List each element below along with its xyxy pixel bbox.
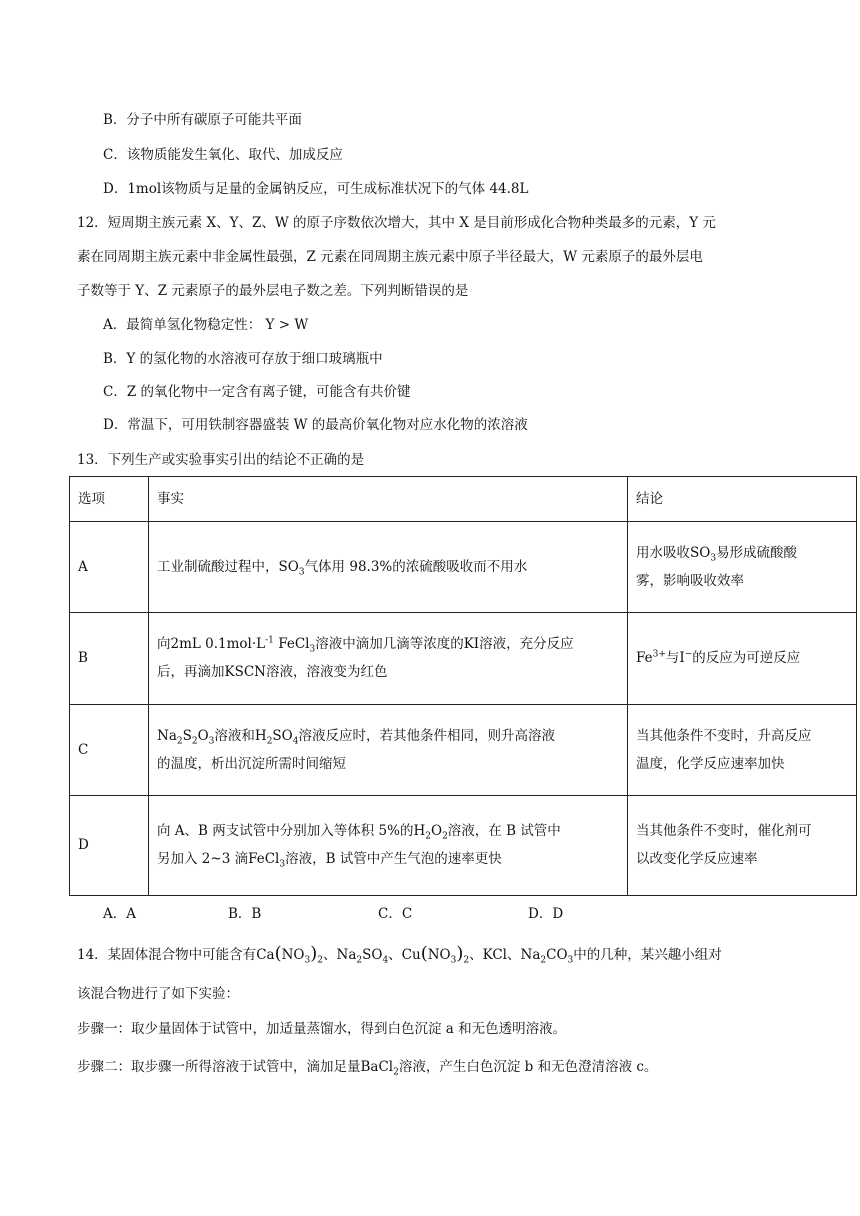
row-d-option: D [70,795,149,895]
q14-stem-line2: 该混合物进行了如下实验： [77,986,239,1002]
q11-option-c: C．该物质能发生氧化、取代、加成反应 [103,147,343,163]
q12-option-d: D．常温下，可用铁制容器盛装 W 的最高价氧化物对应水化物的浓溶液 [103,417,528,433]
q12-stem-line1: 12．短周期主族元素 X、Y、Z、W 的原子序数依次增大，其中 X 是目前形成化合物种类最多的元素，Y 元 [77,215,716,231]
q13-stem: 13．下列生产或实验事实引出的结论不正确的是 [77,452,365,468]
q14-step2: 步骤二：取步骤一所得溶液于试管中，滴加足量BaCl$_2$溶液，产生白色沉淀 b 和无色澄清溶液 c。 [77,1059,658,1078]
row-b-fact: 向2mL $0.1mol\cdot L^{-1}$ FeCl$_3$溶液中滴加几滴等浓度的KI溶液，充分反应 后，再滴加KSCN溶液，溶液变为红色 [149,613,628,704]
table-header-row [70,477,857,522]
row-b-option: B [70,613,149,704]
q11-option-b: B．分子中所有碳原子可能共平面 [103,112,302,128]
header-conclusion: 结论 [628,477,857,522]
q13-choice-d: D．D [528,906,564,922]
table-row-a [70,522,857,613]
row-d-conclusion: 当其他条件不变时，催化剂可 以改变化学反应速率 [628,795,857,895]
q12-option-a: A．最简单氢化物稳定性： Y > W [103,317,309,333]
table-row-b [70,613,857,704]
q13-choice-c: C．C [378,906,413,922]
q12-option-b: B．Y 的氢化物的水溶液可存放于细口玻璃瓶中 [103,351,383,367]
row-c-conclusion: 当其他条件不变时，升高反应 温度，化学反应速率加快 [628,704,857,795]
q13-choices [103,904,563,924]
header-fact: 事实 [149,477,628,522]
q14-step1: 步骤一：取少量固体于试管中，加适量蒸馏水，得到白色沉淀 a 和无色透明溶液。 [77,1021,567,1037]
q11-option-d: D．1mol该物质与足量的金属钠反应，可生成标准状况下的气体 44.8L [103,181,529,197]
table-row-c [70,704,857,795]
row-a-option: A [70,522,149,613]
q14-stem-line1: 14．某固体混合物中可能含有$Ca(NO_3)_2$、$Na_2SO_4$、$Cu(NO_3)_2$、KCl、$Na_2CO_3$中的几种，某兴趣小组对 [77,943,722,966]
table-row-d [70,795,857,895]
q12-stem-line3: 子数等于 Y、Z 元素原子的最外层电子数之差。下列判断错误的是 [77,283,469,299]
row-a-fact: 工业制硫酸过程中，$SO_3$气体用 98.3%的浓硫酸吸收而不用水 [149,522,628,613]
row-c-option: C [70,704,149,795]
q13-table [69,476,857,896]
row-b-conclusion: $Fe^{3+}$与I−的反应为可逆反应 [628,613,857,704]
q12-stem-line2: 素在同周期主族元素中非金属性最强，Z 元素在同周期主族元素中原子半径最大，W 元素原子的最外层电 [77,249,703,265]
q13-choice-b: B．B [228,906,262,922]
row-d-fact: 向 A、B 两支试管中分别加入等体积 5%的$H_2O_2$溶液，在 B 试管中 另加入 2~3 滴FeCl$_3$溶液，B 试管中产生气泡的速率更快 [149,795,628,895]
row-c-fact: $Na_2S_2O_3$溶液和$H_2SO_4$溶液反应时，若其他条件相同，则升高溶液 的温度，析出沉淀所需时间缩短 [149,704,628,795]
row-a-conclusion: 用水吸收$SO_3$易形成硫酸酸 雾，影响吸收效率 [628,522,857,613]
q13-choice-a: A．A [103,906,136,922]
header-option: 选项 [70,477,149,522]
q12-option-c: C．Z 的氧化物中一定含有离子键，可能含有共价键 [103,384,411,400]
